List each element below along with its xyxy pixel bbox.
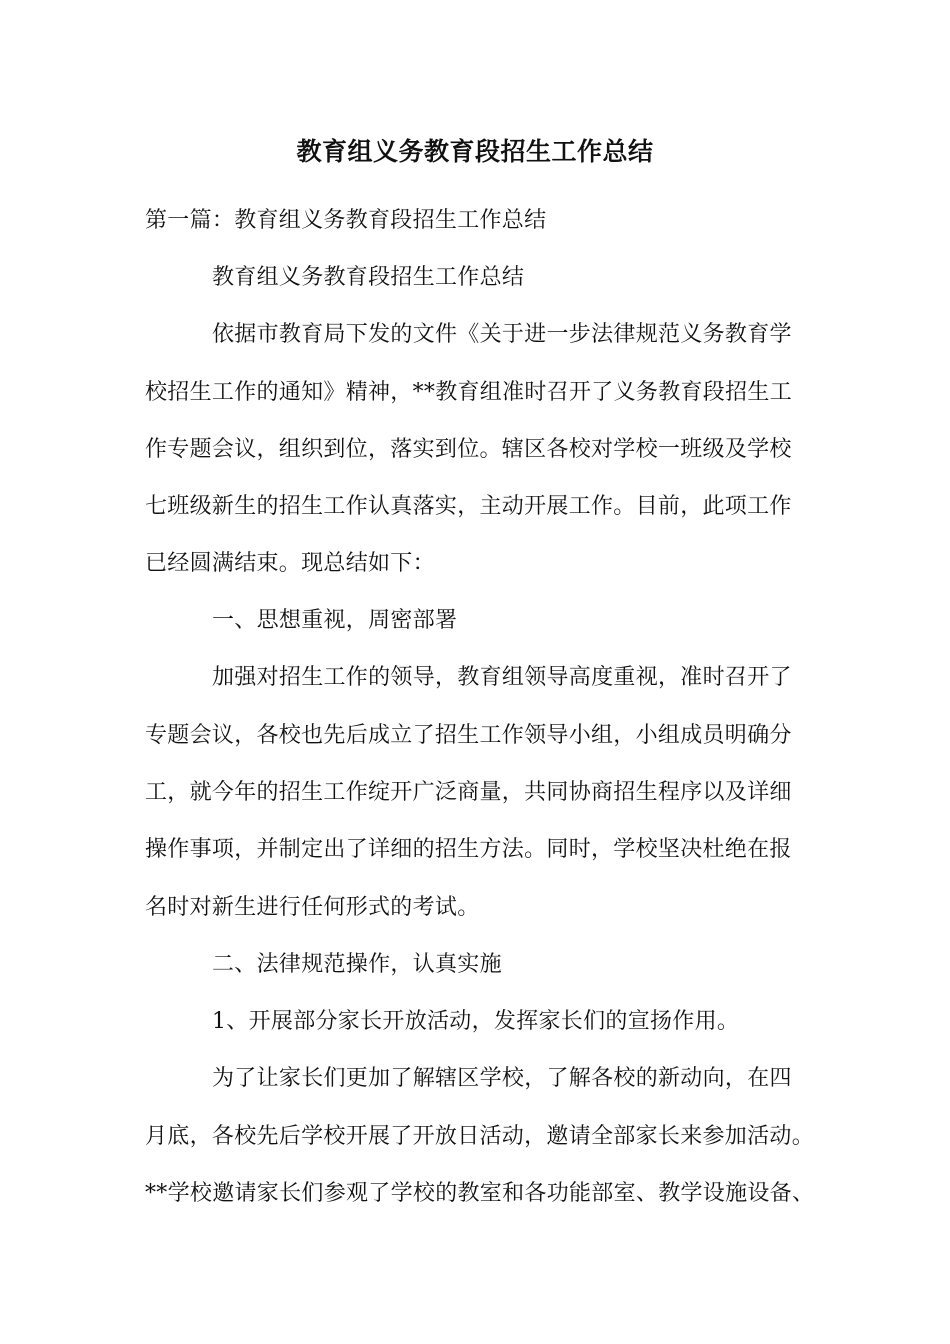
- paragraph-line: 作专题会议，组织到位，落实到位。辖区各校对学校一班级及学校: [145, 437, 792, 462]
- paragraph-line: 名时对新生进行任何形式的考试。: [145, 895, 480, 920]
- section-heading: 一、思想重视，周密部署: [212, 608, 458, 633]
- paragraph-line: 已经圆满结束。现总结如下：: [145, 551, 435, 576]
- paragraph-line: 依据市教育局下发的文件《关于进一步法律规范义务教育学: [212, 322, 792, 347]
- subtitle-line: 第一篇：教育组义务教育段招生工作总结: [145, 208, 547, 233]
- paragraph-line: 加强对招生工作的领导，教育组领导高度重视，准时召开了: [212, 665, 792, 690]
- paragraph-line: 专题会议，各校也先后成立了招生工作领导小组，小组成员明确分: [145, 723, 792, 748]
- paragraph-line: 七班级新生的招生工作认真落实，主动开展工作。目前，此项工作: [145, 494, 792, 519]
- section-heading: 教育组义务教育段招生工作总结: [212, 265, 525, 290]
- paragraph-line: **学校邀请家长们参观了学校的教室和各功能部室、教学设施设备、: [145, 1181, 815, 1206]
- paragraph-line: 为了让家长们更加了解辖区学校，了解各校的新动向，在四: [212, 1066, 792, 1091]
- paragraph-line: 工，就今年的招生工作绽开广泛商量，共同协商招生程序以及详细: [145, 780, 792, 805]
- section-heading: 二、法律规范操作，认真实施: [212, 952, 502, 977]
- paragraph-line: 操作事项，并制定出了详细的招生方法。同时，学校坚决杜绝在报: [145, 837, 792, 862]
- subsection-heading: 1、开展部分家长开放活动，发挥家长们的宣扬作用。: [212, 1009, 740, 1034]
- paragraph-line: 月底，各校先后学校开展了开放日活动，邀请全部家长来参加活动。: [145, 1124, 815, 1149]
- document-title: 教育组义务教育段招生工作总结: [296, 137, 654, 166]
- paragraph-line: 校招生工作的通知》精神，**教育组准时召开了义务教育段招生工: [145, 380, 793, 405]
